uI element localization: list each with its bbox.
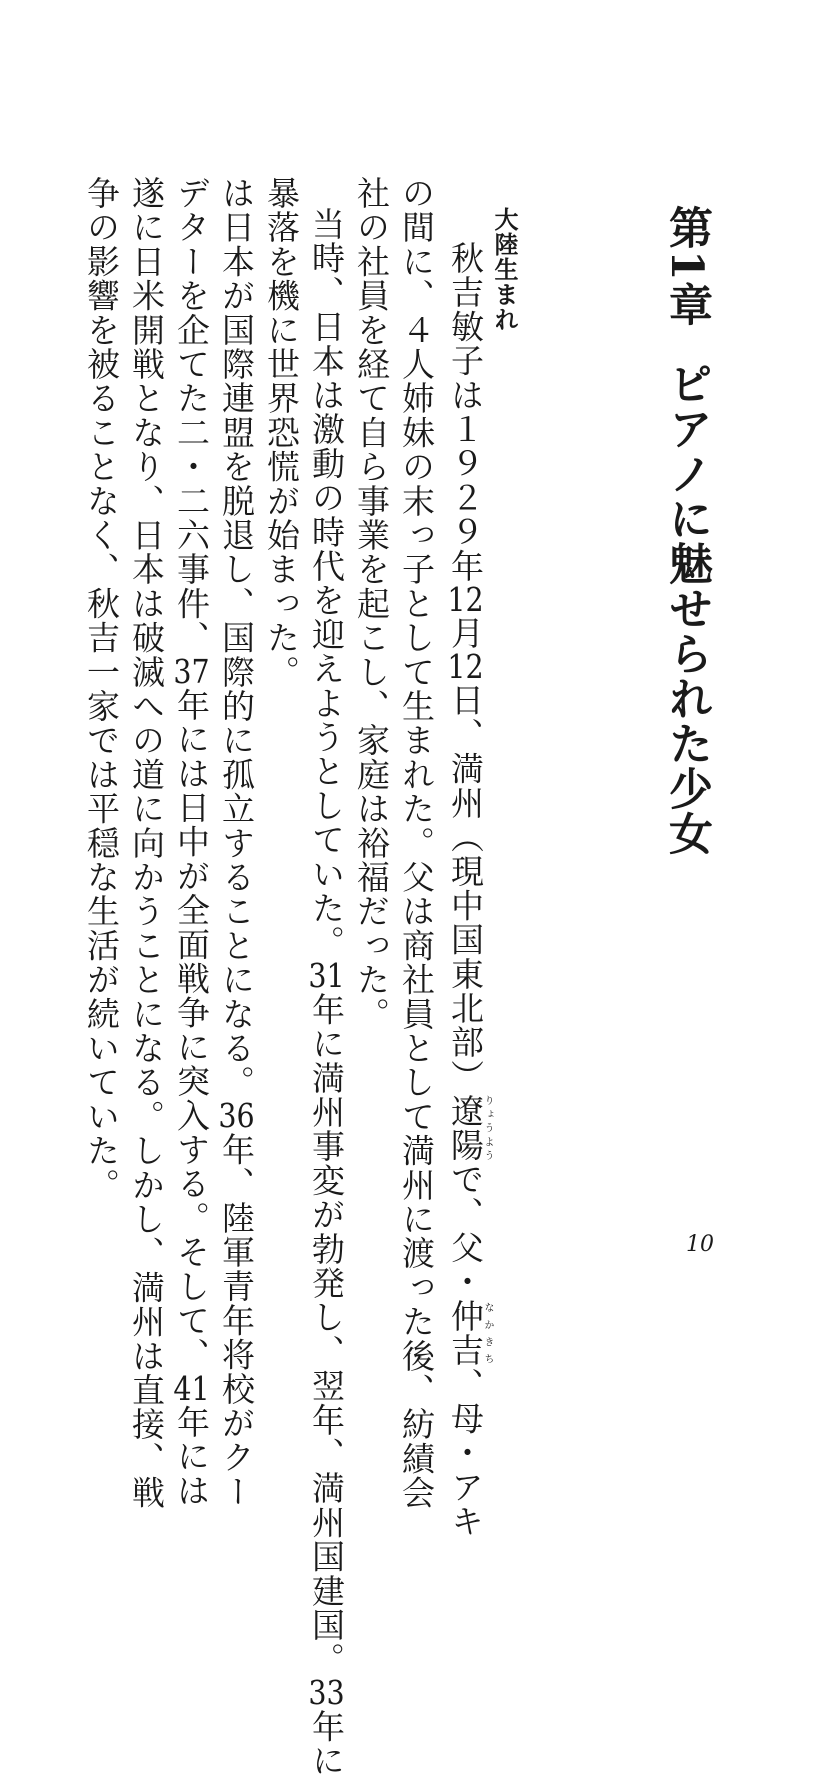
- ruby-base: 遼陽: [446, 1093, 485, 1163]
- body-number: 41: [173, 1371, 210, 1405]
- body-column-8: [172, 176, 211, 1508]
- body-text: 年に満州事変が勃発し、翌年、満州国建国。: [307, 992, 346, 1677]
- body-text: は日本が国際連盟を脱退し、国際的に孤立することになる。: [217, 176, 256, 1100]
- body-number: 37: [173, 654, 210, 688]
- body-column-2: の間に、４人姉妹の末っ子として生まれた。父は商社員として満州に渡った後、紡績会: [397, 176, 436, 1510]
- body-text: 年、陸軍青年将校がクー: [217, 1132, 256, 1509]
- ruby-reading: なかきち: [482, 1298, 493, 1368]
- body-number: 36: [218, 1099, 255, 1133]
- chapter-title-text: ピアノに魅せられた少女: [661, 360, 712, 856]
- body-text: 秋吉敏子は１９２９年: [446, 241, 485, 583]
- ruby-ryouyou: [446, 1093, 493, 1163]
- body-column-7: [217, 176, 256, 1509]
- body-column-3: 社の社員を経て自ら事業を起こし、家庭は裕福だった。: [352, 176, 391, 1031]
- body-number: 31: [308, 959, 345, 993]
- chapter-label: 第1章: [661, 205, 712, 327]
- body-column-1: [446, 241, 493, 1539]
- page-number: 10: [686, 1232, 714, 1257]
- body-number: 12: [447, 583, 484, 616]
- body-number: 12: [447, 650, 484, 684]
- body-text: 年には: [172, 1404, 211, 1508]
- body-column-4: [307, 207, 346, 1778]
- ruby-reading: りょうよう: [482, 1093, 493, 1162]
- body-text: 、母・アキ: [446, 1367, 485, 1539]
- body-text: で、父・: [446, 1162, 485, 1299]
- body-text: 月: [446, 616, 485, 651]
- body-text: デターを企てた二・二六事件、: [172, 176, 211, 655]
- body-text: 年には日中が全面戦争に突入する。そして、: [172, 687, 211, 1372]
- body-text: 当時、日本は激動の時代を迎えようとしていた。: [307, 207, 346, 960]
- body-text: 年に: [307, 1709, 346, 1778]
- body-column-10: 争の影響を被ることなく、秋吉一家では平穏な生活が続いていた。: [82, 176, 121, 1202]
- body-column-6: 暴落を機に世界恐慌が始まった。: [262, 176, 301, 689]
- body-column-9: 遂に日米開戦となり、日本は破滅への道に向かうことになる。しかし、満州は直接、戦: [127, 176, 166, 1510]
- body-text: 日、満州（現中国東北部）: [446, 683, 485, 1094]
- ruby-base: 仲吉: [446, 1298, 485, 1368]
- chapter-title: [661, 205, 712, 856]
- section-heading: 大陸生まれ: [490, 207, 518, 332]
- body-number: 33: [308, 1676, 345, 1710]
